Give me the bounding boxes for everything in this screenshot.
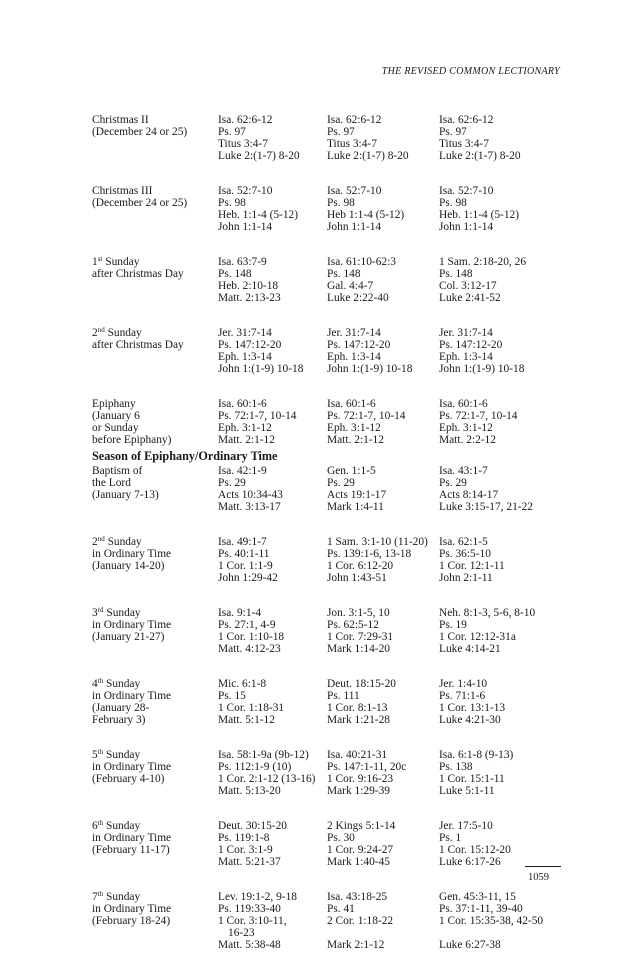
reading: Luke 2:(1-7) 8-20 bbox=[439, 150, 521, 162]
reading: 2 Kings 5:1-14 bbox=[327, 820, 396, 832]
reading: Luke 5:1-11 bbox=[439, 785, 495, 797]
day-name-line: Christmas II bbox=[92, 114, 149, 126]
reading: Ps. 119:1-8 bbox=[218, 832, 270, 844]
reading: Ps. 98 bbox=[218, 197, 246, 209]
reading: Isa. 43:18-25 bbox=[327, 891, 388, 903]
ordinal: 6 bbox=[92, 820, 98, 832]
reading: John 1:43-51 bbox=[327, 572, 387, 584]
reading: Titus 3:4-7 bbox=[327, 138, 377, 150]
reading: 1 Cor. 3:1-9 bbox=[218, 844, 273, 856]
reading: Matt. 5:1-12 bbox=[218, 714, 275, 726]
year-b-readings bbox=[327, 749, 439, 797]
day-name-word: Sunday bbox=[107, 536, 142, 548]
ordinal: 1 bbox=[92, 256, 98, 268]
day-name-line: in Ordinary Time bbox=[92, 903, 172, 915]
day-name-line: (January 6 bbox=[92, 410, 140, 422]
year-a-readings bbox=[218, 327, 327, 375]
reading: Eph. 1:3-14 bbox=[439, 351, 493, 363]
day-name bbox=[92, 185, 218, 233]
year-c-readings bbox=[439, 820, 562, 868]
reading: 1 Cor. 2:1-12 (13-16) bbox=[218, 773, 316, 785]
reading: Acts 10:34-43 bbox=[218, 489, 283, 501]
day-name-line bbox=[92, 820, 218, 832]
day-name-line: (January 7-13) bbox=[92, 489, 159, 501]
reading: 1 Cor. 3:10-11, bbox=[218, 915, 287, 927]
reading: Eph. 1:3-14 bbox=[218, 351, 272, 363]
ordinal-suffix: nd bbox=[97, 535, 105, 543]
year-a-readings bbox=[218, 398, 327, 446]
year-c-readings bbox=[439, 256, 562, 304]
reading: Ps. 40:1-11 bbox=[218, 548, 270, 560]
day-name-line: Christmas III bbox=[92, 185, 153, 197]
year-a-readings bbox=[218, 820, 327, 868]
reading: John 1:1-14 bbox=[327, 221, 382, 233]
ordinal-suffix: nd bbox=[97, 326, 105, 334]
reading: Matt. 2:1-12 bbox=[218, 434, 275, 446]
reading: Ps. 111 bbox=[327, 690, 360, 702]
reading: Isa. 40:21-31 bbox=[327, 749, 388, 761]
reading: Gal. 4:4-7 bbox=[327, 280, 374, 292]
year-a-readings bbox=[218, 678, 327, 726]
year-b-readings bbox=[327, 114, 439, 162]
lectionary-entry bbox=[92, 114, 562, 162]
reading: Ps. 139:1-6, 13-18 bbox=[327, 548, 412, 560]
reading: 1 Cor. 9:16-23 bbox=[327, 773, 394, 785]
year-b-readings bbox=[327, 185, 439, 233]
footer-rule bbox=[525, 866, 561, 867]
reading: 1 Cor. 12:1-11 bbox=[439, 560, 505, 572]
reading: Isa. 60:1-6 bbox=[218, 398, 267, 410]
day-name bbox=[92, 891, 218, 951]
reading: Isa. 52:7-10 bbox=[327, 185, 382, 197]
reading: Matt. 3:13-17 bbox=[218, 501, 281, 513]
reading: Deut. 18:15-20 bbox=[327, 678, 396, 690]
reading: Mark 1:40-45 bbox=[327, 856, 390, 868]
ordinal-suffix: th bbox=[97, 890, 104, 898]
day-name bbox=[92, 607, 218, 655]
day-name-line bbox=[92, 891, 218, 903]
reading: Ps. 29 bbox=[327, 477, 355, 489]
day-name-line: in Ordinary Time bbox=[92, 619, 172, 631]
year-c-readings bbox=[439, 536, 562, 584]
reading: John 1:1-14 bbox=[439, 221, 494, 233]
year-a-readings bbox=[218, 465, 327, 513]
reading: 1 Cor. 1:1-9 bbox=[218, 560, 273, 572]
reading: Ps. 147:1-11, 20c bbox=[327, 761, 407, 773]
reading: Ps. 98 bbox=[439, 197, 467, 209]
reading: Isa. 62:6-12 bbox=[218, 114, 273, 126]
reading: John 1:(1-9) 10-18 bbox=[327, 363, 413, 375]
year-b-readings bbox=[327, 256, 439, 304]
lectionary-entry bbox=[92, 536, 562, 584]
day-name-word: Sunday bbox=[106, 607, 141, 619]
year-a-readings bbox=[218, 185, 327, 233]
reading: 1 Sam. 3:1-10 (11-20) bbox=[327, 536, 428, 548]
reading: Ps. 19 bbox=[439, 619, 467, 631]
year-b-readings bbox=[327, 465, 439, 513]
reading: Luke 2:22-40 bbox=[327, 292, 389, 304]
reading: Mark 1:14-20 bbox=[327, 643, 390, 655]
reading: Jer. 31:7-14 bbox=[218, 327, 272, 339]
reading: Ps. 148 bbox=[439, 268, 473, 280]
year-c-readings bbox=[439, 678, 562, 726]
reading: 1 Cor. 1:18-31 bbox=[218, 702, 285, 714]
year-c-readings bbox=[439, 465, 562, 513]
reading: 1 Cor. 12:12-31a bbox=[439, 631, 516, 643]
reading: Ps. 37:1-11, 39-40 bbox=[439, 903, 523, 915]
year-b-readings bbox=[327, 820, 439, 868]
reading: 1 Cor. 1:10-18 bbox=[218, 631, 285, 643]
reading: Heb. 2:10-18 bbox=[218, 280, 279, 292]
day-name-word: Sunday bbox=[106, 749, 141, 761]
reading: 1 Cor. 13:1-13 bbox=[439, 702, 506, 714]
reading: John 1:(1-9) 10-18 bbox=[439, 363, 525, 375]
reading-spacer bbox=[327, 927, 439, 939]
day-name bbox=[92, 465, 218, 513]
day-name-line: before Epiphany) bbox=[92, 434, 172, 446]
year-a-readings bbox=[218, 749, 327, 797]
reading: Isa. 62:6-12 bbox=[327, 114, 382, 126]
reading: Luke 2:(1-7) 8-20 bbox=[218, 150, 300, 162]
reading: Luke 4:21-30 bbox=[439, 714, 501, 726]
reading: Jer. 1:4-10 bbox=[439, 678, 488, 690]
reading-continuation: 16-23 bbox=[228, 927, 255, 939]
reading: Mark 1:21-28 bbox=[327, 714, 390, 726]
reading: Ps. 148 bbox=[327, 268, 361, 280]
year-b-readings bbox=[327, 891, 439, 951]
day-name-word: Sunday bbox=[105, 256, 140, 268]
reading: 1 Cor. 15:1-11 bbox=[439, 773, 505, 785]
reading: Matt. 5:38-48 bbox=[218, 939, 281, 951]
reading: Gen. 45:3-11, 15 bbox=[439, 891, 516, 903]
day-name bbox=[92, 536, 218, 584]
ordinal: 2 bbox=[92, 327, 98, 339]
reading: Isa. 60:1-6 bbox=[439, 398, 488, 410]
day-name-line: (January 21-27) bbox=[92, 631, 165, 643]
year-b-readings bbox=[327, 327, 439, 375]
reading: Isa. 52:7-10 bbox=[218, 185, 273, 197]
reading: 1 Cor. 9:24-27 bbox=[327, 844, 394, 856]
reading: Isa. 42:1-9 bbox=[218, 465, 267, 477]
ordinal: 3 bbox=[92, 607, 98, 619]
ordinal-suffix: th bbox=[97, 748, 104, 756]
reading: Heb. 1:1-4 (5-12) bbox=[218, 209, 299, 221]
day-name-line: Baptism of bbox=[92, 465, 143, 477]
reading: John 1:29-42 bbox=[218, 572, 278, 584]
reading: Ps. 147:12-20 bbox=[218, 339, 282, 351]
reading: 1 Sam. 2:18-20, 26 bbox=[439, 256, 527, 268]
reading: Matt. 2:2-12 bbox=[439, 434, 496, 446]
reading: Luke 3:15-17, 21-22 bbox=[439, 501, 533, 513]
reading: Acts 19:1-17 bbox=[327, 489, 387, 501]
day-name-line: after Christmas Day bbox=[92, 339, 184, 351]
reading: Matt. 5:13-20 bbox=[218, 785, 281, 797]
reading: Ps. 15 bbox=[218, 690, 246, 702]
reading: Mark 2:1-12 bbox=[327, 939, 385, 951]
year-a-readings bbox=[218, 256, 327, 304]
ordinal-suffix: th bbox=[97, 819, 104, 827]
year-b-readings bbox=[327, 536, 439, 584]
day-name-line bbox=[92, 256, 218, 268]
lectionary-table bbox=[92, 114, 562, 974]
day-name-word: Sunday bbox=[106, 891, 141, 903]
ordinal: 2 bbox=[92, 536, 98, 548]
reading: Ps. 29 bbox=[218, 477, 246, 489]
ordinal-suffix: th bbox=[97, 677, 104, 685]
running-head: THE REVISED COMMON LECTIONARY bbox=[381, 66, 560, 77]
reading: Matt. 4:12-23 bbox=[218, 643, 281, 655]
section-heading: Season of Epiphany/Ordinary Time bbox=[92, 449, 278, 463]
reading: Neh. 8:1-3, 5-6, 8-10 bbox=[439, 607, 536, 619]
year-c-readings bbox=[439, 327, 562, 375]
ordinal: 5 bbox=[92, 749, 98, 761]
day-name-line: or Sunday bbox=[92, 422, 139, 434]
reading: John 1:(1-9) 10-18 bbox=[218, 363, 304, 375]
reading: Ps. 30 bbox=[327, 832, 355, 844]
reading: Jer. 17:5-10 bbox=[439, 820, 493, 832]
reading: Titus 3:4-7 bbox=[439, 138, 489, 150]
reading: Gen. 1:1-5 bbox=[327, 465, 376, 477]
reading: Luke 6:17-26 bbox=[439, 856, 501, 868]
reading: Ps. 97 bbox=[439, 126, 467, 138]
reading: Ps. 71:1-6 bbox=[439, 690, 486, 702]
reading: Ps. 41 bbox=[327, 903, 355, 915]
reading: Ps. 1 bbox=[439, 832, 462, 844]
day-name-line bbox=[92, 749, 218, 761]
reading: Luke 2:41-52 bbox=[439, 292, 501, 304]
reading: Ps. 147:12-20 bbox=[327, 339, 391, 351]
lectionary-entry bbox=[92, 398, 562, 446]
reading: Isa. 43:1-7 bbox=[439, 465, 488, 477]
reading: Lev. 19:1-2, 9-18 bbox=[218, 891, 297, 903]
reading: Mark 1:29-39 bbox=[327, 785, 390, 797]
reading: Col. 3:12-17 bbox=[439, 280, 497, 292]
reading: Isa. 60:1-6 bbox=[327, 398, 376, 410]
day-name-line: in Ordinary Time bbox=[92, 548, 172, 560]
reading: Ps. 98 bbox=[327, 197, 355, 209]
lectionary-entry bbox=[92, 256, 562, 304]
year-c-readings bbox=[439, 114, 562, 162]
reading: Matt. 5:21-37 bbox=[218, 856, 281, 868]
reading: Isa. 58:1-9a (9b-12) bbox=[218, 749, 309, 761]
year-c-readings bbox=[439, 607, 562, 655]
reading: Ps. 97 bbox=[218, 126, 246, 138]
reading: 1 Cor. 15:12-20 bbox=[439, 844, 511, 856]
ordinal: 7 bbox=[92, 891, 98, 903]
year-c-readings bbox=[439, 398, 562, 446]
day-name-line bbox=[92, 678, 218, 690]
day-name-line: Epiphany bbox=[92, 398, 136, 410]
lectionary-entry bbox=[92, 607, 562, 655]
day-name-line: (January 14-20) bbox=[92, 560, 165, 572]
day-name bbox=[92, 678, 218, 726]
day-name-word: Sunday bbox=[107, 327, 142, 339]
lectionary-entry bbox=[92, 820, 562, 868]
reading: Heb 1:1-4 (5-12) bbox=[327, 209, 405, 221]
day-name bbox=[92, 327, 218, 375]
reading: Mic. 6:1-8 bbox=[218, 678, 267, 690]
day-name-line: in Ordinary Time bbox=[92, 690, 172, 702]
reading: Ps. 112:1-9 (10) bbox=[218, 761, 292, 773]
reading: Ps. 36:5-10 bbox=[439, 548, 491, 560]
year-a-readings bbox=[218, 536, 327, 584]
day-name-line: February 3) bbox=[92, 714, 146, 726]
reading: Ps. 62:5-12 bbox=[327, 619, 379, 631]
year-a-readings bbox=[218, 607, 327, 655]
reading: Isa. 63:7-9 bbox=[218, 256, 267, 268]
day-name bbox=[92, 749, 218, 797]
day-name-line bbox=[92, 607, 218, 619]
reading: 2 Cor. 1:18-22 bbox=[327, 915, 394, 927]
reading: Isa. 62:1-5 bbox=[439, 536, 488, 548]
day-name-line: in Ordinary Time bbox=[92, 832, 172, 844]
year-a-readings bbox=[218, 114, 327, 162]
reading: Isa. 62:6-12 bbox=[439, 114, 494, 126]
reading: Ps. 148 bbox=[218, 268, 252, 280]
reading: Ps. 72:1-7, 10-14 bbox=[439, 410, 518, 422]
reading: 1 Cor. 6:12-20 bbox=[327, 560, 394, 572]
day-name-line: (December 24 or 25) bbox=[92, 197, 188, 209]
reading: Eph. 3:1-12 bbox=[327, 422, 381, 434]
year-a-readings bbox=[218, 891, 327, 951]
reading: 1 Cor. 8:1-13 bbox=[327, 702, 388, 714]
year-c-readings bbox=[439, 891, 562, 951]
reading: Luke 2:(1-7) 8-20 bbox=[327, 150, 409, 162]
day-name-line: (February 18-24) bbox=[92, 915, 171, 927]
reading: Isa. 52:7-10 bbox=[439, 185, 494, 197]
reading: Matt. 2:13-23 bbox=[218, 292, 281, 304]
lectionary-entry bbox=[92, 327, 562, 375]
reading: Jer. 31:7-14 bbox=[327, 327, 381, 339]
lectionary-entry bbox=[92, 678, 562, 726]
reading: Ps. 138 bbox=[439, 761, 473, 773]
ordinal-suffix: st bbox=[97, 255, 103, 263]
reading: Luke 4:14-21 bbox=[439, 643, 501, 655]
reading: Deut. 30:15-20 bbox=[218, 820, 287, 832]
ordinal: 4 bbox=[92, 678, 98, 690]
year-c-readings bbox=[439, 185, 562, 233]
lectionary-entry bbox=[92, 749, 562, 797]
reading: Acts 8:14-17 bbox=[439, 489, 499, 501]
year-b-readings bbox=[327, 398, 439, 446]
reading: Ps. 97 bbox=[327, 126, 355, 138]
reading: Jer. 31:7-14 bbox=[439, 327, 493, 339]
year-b-readings bbox=[327, 607, 439, 655]
reading: Ps. 72:1-7, 10-14 bbox=[327, 410, 406, 422]
day-name bbox=[92, 398, 218, 446]
lectionary-entry bbox=[92, 185, 562, 233]
day-name-line: in Ordinary Time bbox=[92, 761, 172, 773]
day-name-line: (January 28- bbox=[92, 702, 150, 714]
reading-spacer bbox=[439, 927, 562, 939]
ordinal-suffix: rd bbox=[97, 606, 104, 614]
lectionary-entry bbox=[92, 891, 562, 951]
reading: Eph. 3:1-12 bbox=[218, 422, 272, 434]
day-name-line: (February 11-17) bbox=[92, 844, 170, 856]
reading: Matt. 2:1-12 bbox=[327, 434, 384, 446]
reading: Ps. 119:33-40 bbox=[218, 903, 281, 915]
reading: Heb. 1:1-4 (5-12) bbox=[439, 209, 520, 221]
year-b-readings bbox=[327, 678, 439, 726]
reading: John 1:1-14 bbox=[218, 221, 273, 233]
day-name-line: after Christmas Day bbox=[92, 268, 184, 280]
reading: Isa. 6:1-8 (9-13) bbox=[439, 749, 514, 761]
day-name-word: Sunday bbox=[106, 678, 141, 690]
reading: Ps. 72:1-7, 10-14 bbox=[218, 410, 297, 422]
reading: Jon. 3:1-5, 10 bbox=[327, 607, 390, 619]
reading: Isa. 61:10-62:3 bbox=[327, 256, 396, 268]
reading: Isa. 9:1-4 bbox=[218, 607, 262, 619]
day-name-line bbox=[92, 536, 218, 548]
day-name-line: the Lord bbox=[92, 477, 131, 489]
reading: Mark 1:4-11 bbox=[327, 501, 384, 513]
day-name-word: Sunday bbox=[106, 820, 141, 832]
day-name bbox=[92, 256, 218, 304]
reading: 1 Cor. 7:29-31 bbox=[327, 631, 394, 643]
year-c-readings bbox=[439, 749, 562, 797]
day-name bbox=[92, 114, 218, 162]
day-name bbox=[92, 820, 218, 868]
reading: John 2:1-11 bbox=[439, 572, 493, 584]
reading: Eph. 3:1-12 bbox=[439, 422, 493, 434]
reading: Luke 6:27-38 bbox=[439, 939, 501, 951]
reading: Ps. 29 bbox=[439, 477, 467, 489]
day-name-line: (December 24 or 25) bbox=[92, 126, 188, 138]
day-name-line bbox=[92, 327, 218, 339]
reading: Ps. 147:12-20 bbox=[439, 339, 503, 351]
day-name-line: (February 4-10) bbox=[92, 773, 165, 785]
page-number: 1059 bbox=[528, 872, 549, 883]
lectionary-entry bbox=[92, 465, 562, 513]
reading: Ps. 27:1, 4-9 bbox=[218, 619, 276, 631]
reading: Eph. 1:3-14 bbox=[327, 351, 381, 363]
reading: Titus 3:4-7 bbox=[218, 138, 268, 150]
reading: 1 Cor. 15:35-38, 42-50 bbox=[439, 915, 544, 927]
reading: Isa. 49:1-7 bbox=[218, 536, 267, 548]
